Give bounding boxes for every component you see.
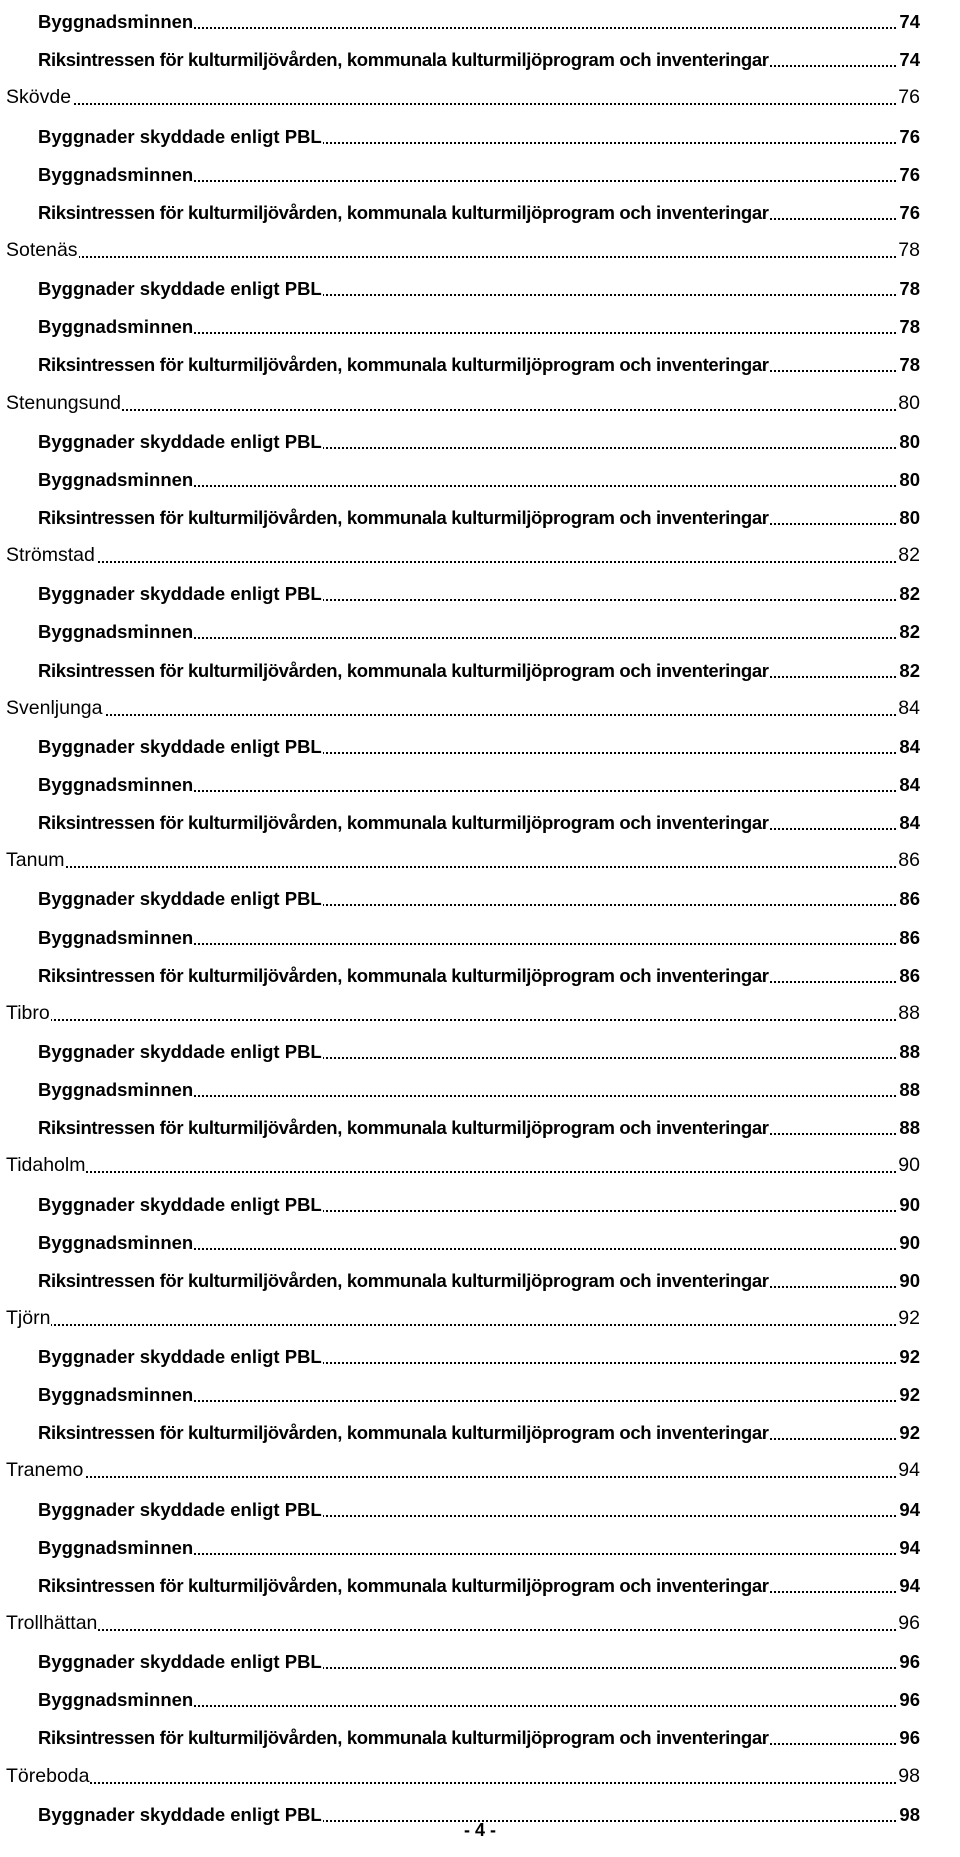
toc-entry-page[interactable]: 90 bbox=[899, 1269, 920, 1291]
toc-entry-page[interactable]: 88 bbox=[899, 1079, 920, 1101]
toc-entry-line bbox=[38, 343, 920, 381]
toc-entry-page[interactable]: 80 bbox=[899, 430, 920, 452]
toc-entry-title[interactable]: Tibro bbox=[6, 1001, 50, 1024]
toc-entry-page[interactable]: 90 bbox=[899, 1193, 920, 1215]
toc-entry-subsection[interactable] bbox=[0, 648, 960, 686]
toc-entry-subsection[interactable] bbox=[0, 305, 960, 343]
toc-entry-line bbox=[38, 954, 920, 992]
toc-entry-page[interactable]: 88 bbox=[899, 1040, 920, 1062]
toc-entry-page[interactable]: 80 bbox=[899, 468, 920, 490]
toc-entry-line bbox=[38, 1373, 920, 1411]
dot-leader bbox=[6, 1476, 920, 1478]
toc-entry-page[interactable]: 94 bbox=[899, 1536, 920, 1558]
toc-entry-municipality[interactable] bbox=[0, 839, 960, 877]
toc-entry-subsection[interactable] bbox=[0, 1373, 960, 1411]
toc-entry-title[interactable]: Tranemo bbox=[6, 1459, 84, 1482]
toc-entry-title[interactable]: Riksintressen för kulturmiljövården, kommunala kulturmiljöprogram och inventeringar bbox=[38, 812, 769, 834]
toc-entry-page[interactable]: 96 bbox=[899, 1689, 920, 1711]
toc-entry-line bbox=[38, 877, 920, 915]
toc-entry-line bbox=[38, 1411, 920, 1449]
toc-entry-subsection[interactable] bbox=[0, 343, 960, 381]
toc-entry-page[interactable]: 88 bbox=[899, 1117, 920, 1139]
toc-entry-subsection[interactable] bbox=[0, 153, 960, 191]
toc-entry-line bbox=[38, 114, 920, 152]
toc-entry-title[interactable]: Riksintressen för kulturmiljövården, kommunala kulturmiljöprogram och inventeringar bbox=[38, 1422, 769, 1444]
toc-entry-municipality[interactable] bbox=[0, 534, 960, 572]
dot-leader bbox=[6, 256, 920, 258]
toc-entry-page[interactable]: 92 bbox=[899, 1346, 920, 1368]
toc-entry-title[interactable]: Riksintressen för kulturmiljövården, kommunala kulturmiljöprogram och inventeringar bbox=[38, 1117, 769, 1139]
toc-entry-page[interactable]: 84 bbox=[899, 735, 920, 757]
toc-entry-subsection[interactable] bbox=[0, 267, 960, 305]
toc-entry-title[interactable]: Skövde bbox=[6, 86, 72, 109]
toc-entry-line bbox=[38, 1221, 920, 1259]
toc-entry-subsection[interactable] bbox=[0, 954, 960, 992]
toc-entry-title[interactable]: Riksintressen för kulturmiljövården, kommunala kulturmiljöprogram och inventeringar bbox=[38, 1269, 769, 1291]
toc-entry-municipality[interactable] bbox=[0, 1602, 960, 1640]
toc-entry-line bbox=[38, 1487, 920, 1525]
toc-entry-line bbox=[6, 229, 920, 267]
toc-entry-page[interactable]: 86 bbox=[898, 849, 920, 872]
toc-entry-page[interactable]: 90 bbox=[898, 1154, 920, 1177]
toc-entry-title[interactable]: Trollhättan bbox=[6, 1612, 98, 1635]
toc-entry-line bbox=[6, 1602, 920, 1640]
toc-entry-subsection[interactable] bbox=[0, 114, 960, 152]
toc-entry-subsection[interactable] bbox=[0, 496, 960, 534]
toc-entry-line bbox=[38, 572, 920, 610]
toc-entry-page[interactable]: 92 bbox=[899, 1422, 920, 1444]
toc-entry-page[interactable]: 96 bbox=[898, 1612, 920, 1635]
toc-entry-page[interactable]: 98 bbox=[899, 1803, 920, 1825]
toc-entry-title[interactable]: Tidaholm bbox=[6, 1154, 86, 1177]
toc-entry-title[interactable]: Byggnader skyddade enligt PBL bbox=[38, 1498, 322, 1520]
toc-entry-page[interactable]: 76 bbox=[899, 163, 920, 185]
toc-entry-subsection[interactable] bbox=[0, 1259, 960, 1297]
toc-entry-title[interactable]: Byggnadsminnen bbox=[38, 1689, 194, 1711]
toc-entry-municipality[interactable] bbox=[0, 76, 960, 114]
toc-entry-title[interactable]: Byggnader skyddade enligt PBL bbox=[38, 430, 322, 452]
dot-leader bbox=[6, 1782, 920, 1784]
toc-entry-subsection[interactable] bbox=[0, 877, 960, 915]
toc-entry-title[interactable]: Byggnadsminnen bbox=[38, 1536, 194, 1558]
toc-entry-page[interactable]: 76 bbox=[899, 125, 920, 147]
toc-entry-line bbox=[38, 191, 920, 229]
toc-entry-line bbox=[38, 1526, 920, 1564]
toc-entry-subsection[interactable] bbox=[0, 1182, 960, 1220]
toc-entry-page[interactable]: 86 bbox=[899, 888, 920, 910]
toc-entry-title[interactable]: Byggnadsminnen bbox=[38, 1231, 194, 1253]
dot-leader bbox=[6, 866, 920, 868]
toc-entry-line bbox=[38, 915, 920, 953]
toc-entry-title[interactable]: Riksintressen för kulturmiljövården, kommunala kulturmiljöprogram och inventeringar bbox=[38, 964, 769, 986]
toc-entry-municipality[interactable] bbox=[0, 687, 960, 725]
toc-entry-subsection[interactable] bbox=[0, 458, 960, 496]
toc-entry-line bbox=[38, 305, 920, 343]
toc-entry-page[interactable]: 92 bbox=[898, 1306, 920, 1329]
toc-entry-line bbox=[38, 763, 920, 801]
toc-entry-line bbox=[6, 992, 920, 1030]
toc-entry-page[interactable]: 80 bbox=[898, 391, 920, 414]
toc-entry-page[interactable]: 78 bbox=[898, 238, 920, 261]
toc-entry-line bbox=[6, 1754, 920, 1792]
toc-entry-line bbox=[38, 1182, 920, 1220]
toc-entry-title[interactable]: Byggnadsminnen bbox=[38, 11, 194, 33]
toc-entry-subsection[interactable] bbox=[0, 191, 960, 229]
toc-entry-title[interactable]: Byggnadsminnen bbox=[38, 621, 194, 643]
toc-entry-title[interactable]: Byggnadsminnen bbox=[38, 773, 194, 795]
toc-entry-line bbox=[38, 1030, 920, 1068]
toc-entry-line bbox=[38, 1259, 920, 1297]
toc-entry-page[interactable]: 82 bbox=[899, 659, 920, 681]
dot-leader bbox=[6, 561, 920, 563]
toc-entry-line bbox=[6, 76, 920, 114]
toc-entry-line bbox=[6, 1144, 920, 1182]
toc-entry-page[interactable]: 80 bbox=[899, 506, 920, 528]
toc-entry-subsection[interactable] bbox=[0, 1487, 960, 1525]
toc-entry-page[interactable]: 78 bbox=[899, 354, 920, 376]
toc-entry-page[interactable]: 88 bbox=[898, 1001, 920, 1024]
toc-entry-page[interactable]: 84 bbox=[899, 773, 920, 795]
dot-leader bbox=[6, 1171, 920, 1173]
toc-entry-title[interactable]: Byggnader skyddade enligt PBL bbox=[38, 1193, 322, 1215]
toc-entry-line bbox=[38, 420, 920, 458]
toc-entry-page[interactable]: 76 bbox=[898, 86, 920, 109]
toc-entry-municipality[interactable] bbox=[0, 992, 960, 1030]
toc-entry-page[interactable]: 94 bbox=[899, 1498, 920, 1520]
toc-entry-page[interactable]: 82 bbox=[898, 544, 920, 567]
toc-entry-page[interactable]: 84 bbox=[898, 696, 920, 719]
dot-leader bbox=[6, 1019, 920, 1021]
toc-entry-subsection[interactable] bbox=[0, 38, 960, 76]
toc-entry-title[interactable]: Byggnader skyddade enligt PBL bbox=[38, 1040, 322, 1062]
toc-entry-line bbox=[38, 1106, 920, 1144]
toc-entry-title[interactable]: Byggnader skyddade enligt PBL bbox=[38, 888, 322, 910]
toc-entry-subsection[interactable] bbox=[0, 1716, 960, 1754]
dot-leader bbox=[6, 409, 920, 411]
toc-entry-page[interactable]: 84 bbox=[899, 812, 920, 834]
toc-entry-line bbox=[38, 1564, 920, 1602]
toc-entry-title[interactable]: Byggnadsminnen bbox=[38, 316, 194, 338]
toc-entry-subsection[interactable] bbox=[0, 0, 960, 38]
toc-entry-subsection[interactable] bbox=[0, 572, 960, 610]
toc-entry-municipality[interactable] bbox=[0, 1297, 960, 1335]
toc-entry-subsection[interactable] bbox=[0, 1411, 960, 1449]
toc-entry-line bbox=[6, 381, 920, 419]
toc-entry-municipality[interactable] bbox=[0, 229, 960, 267]
toc-entry-subsection[interactable] bbox=[0, 1526, 960, 1564]
toc-entry-title[interactable]: Byggnadsminnen bbox=[38, 1079, 194, 1101]
toc-entry-page[interactable]: 92 bbox=[899, 1384, 920, 1406]
toc-entry-title[interactable]: Riksintressen för kulturmiljövården, kommunala kulturmiljöprogram och inventeringar bbox=[38, 201, 769, 223]
toc-entry-municipality[interactable] bbox=[0, 381, 960, 419]
toc-entry-subsection[interactable] bbox=[0, 1335, 960, 1373]
toc-entry-subsection[interactable] bbox=[0, 763, 960, 801]
dot-leader bbox=[6, 103, 920, 105]
toc-entry-title[interactable]: Sotenäs bbox=[6, 238, 78, 261]
toc-entry-title[interactable]: Byggnader skyddade enligt PBL bbox=[38, 125, 322, 147]
toc-entry-title[interactable]: Strömstad bbox=[6, 544, 95, 567]
toc-entry-line bbox=[38, 610, 920, 648]
toc-entry-municipality[interactable] bbox=[0, 1144, 960, 1182]
toc-entry-page[interactable]: 78 bbox=[899, 278, 920, 300]
toc-entry-title[interactable]: Svenljunga bbox=[6, 696, 103, 719]
toc-entry-title[interactable]: Riksintressen för kulturmiljövården, kommunala kulturmiljöprogram och inventeringar bbox=[38, 49, 769, 71]
toc-entry-page[interactable]: 74 bbox=[899, 11, 920, 33]
toc-entry-subsection[interactable] bbox=[0, 1221, 960, 1259]
toc-entry-title[interactable]: Byggnader skyddade enligt PBL bbox=[38, 1346, 322, 1368]
toc-entry-page[interactable]: 76 bbox=[899, 201, 920, 223]
toc-entry-line bbox=[38, 1640, 920, 1678]
toc-entry-title[interactable]: Byggnader skyddade enligt PBL bbox=[38, 735, 322, 757]
toc-entry-line bbox=[38, 648, 920, 686]
toc-entry-line bbox=[38, 38, 920, 76]
toc-entry-title[interactable]: Byggnadsminnen bbox=[38, 163, 194, 185]
toc-entry-line bbox=[38, 496, 920, 534]
toc-entry-line bbox=[38, 801, 920, 839]
toc-entry-page[interactable]: 90 bbox=[899, 1231, 920, 1253]
toc-entry-line bbox=[6, 839, 920, 877]
toc-entry-subsection[interactable] bbox=[0, 725, 960, 763]
toc-entry-line bbox=[6, 1449, 920, 1487]
toc-entry-line bbox=[38, 1678, 920, 1716]
dot-leader bbox=[6, 714, 920, 716]
toc-entry-page[interactable]: 82 bbox=[899, 621, 920, 643]
toc-entry-subsection[interactable] bbox=[0, 1030, 960, 1068]
dot-leader bbox=[6, 1629, 920, 1631]
toc-entry-page[interactable]: 96 bbox=[899, 1727, 920, 1749]
toc-entry-title[interactable]: Riksintressen för kulturmiljövården, kommunala kulturmiljöprogram och inventeringar bbox=[38, 1574, 769, 1596]
toc-entry-title[interactable]: Töreboda bbox=[6, 1764, 90, 1787]
toc-entry-municipality[interactable] bbox=[0, 1754, 960, 1792]
toc-entry-title[interactable]: Byggnadsminnen bbox=[38, 1384, 194, 1406]
toc-entry-line bbox=[38, 153, 920, 191]
toc-entry-subsection[interactable] bbox=[0, 801, 960, 839]
toc-entry-title[interactable]: Tanum bbox=[6, 849, 65, 872]
toc-entry-line bbox=[38, 458, 920, 496]
toc-entry-subsection[interactable] bbox=[0, 915, 960, 953]
toc-entry-subsection[interactable] bbox=[0, 1106, 960, 1144]
toc-entry-subsection[interactable] bbox=[0, 1640, 960, 1678]
toc-entry-title[interactable]: Riksintressen för kulturmiljövården, kommunala kulturmiljöprogram och inventeringar bbox=[38, 1727, 769, 1749]
toc-entry-title[interactable]: Byggnader skyddade enligt PBL bbox=[38, 583, 322, 605]
toc-entry-subsection[interactable] bbox=[0, 1564, 960, 1602]
toc-entry-page[interactable]: 74 bbox=[899, 49, 920, 71]
toc-entry-title[interactable]: Byggnadsminnen bbox=[38, 926, 194, 948]
toc-entry-title[interactable]: Riksintressen för kulturmiljövården, kommunala kulturmiljöprogram och inventeringar bbox=[38, 354, 769, 376]
toc-entry-municipality[interactable] bbox=[0, 1449, 960, 1487]
dot-leader bbox=[6, 1324, 920, 1326]
page-number: - 4 - bbox=[463, 1820, 496, 1840]
toc-entry-title[interactable]: Riksintressen för kulturmiljövården, kommunala kulturmiljöprogram och inventeringar bbox=[38, 659, 769, 681]
toc-entry-title[interactable]: Tjörn bbox=[6, 1306, 51, 1329]
toc-entry-page[interactable]: 96 bbox=[899, 1651, 920, 1673]
toc-entry-page[interactable]: 86 bbox=[899, 964, 920, 986]
toc-entry-line bbox=[38, 1335, 920, 1373]
toc-entry-page[interactable]: 98 bbox=[898, 1764, 920, 1787]
toc-entry-title[interactable]: Byggnader skyddade enligt PBL bbox=[38, 278, 322, 300]
toc-entry-page[interactable]: 94 bbox=[898, 1459, 920, 1482]
toc-entry-title[interactable]: Byggnadsminnen bbox=[38, 468, 194, 490]
toc-entry-page[interactable]: 82 bbox=[899, 583, 920, 605]
toc-entry-subsection[interactable] bbox=[0, 1678, 960, 1716]
toc-entry-line bbox=[38, 725, 920, 763]
toc-entry-line bbox=[38, 1068, 920, 1106]
toc-entry-title[interactable]: Byggnader skyddade enligt PBL bbox=[38, 1651, 322, 1673]
toc-entry-title[interactable]: Riksintressen för kulturmiljövården, kommunala kulturmiljöprogram och inventeringar bbox=[38, 506, 769, 528]
toc-entry-subsection[interactable] bbox=[0, 420, 960, 458]
toc-entry-line bbox=[6, 687, 920, 725]
toc-entry-title[interactable]: Stenungsund bbox=[6, 391, 121, 414]
toc-entry-line bbox=[6, 1297, 920, 1335]
toc-entry-line bbox=[38, 0, 920, 38]
toc-entry-subsection[interactable] bbox=[0, 1068, 960, 1106]
toc-entry-line bbox=[38, 1716, 920, 1754]
toc-entry-title[interactable]: Byggnader skyddade enligt PBL bbox=[38, 1803, 322, 1825]
toc-entry-page[interactable]: 78 bbox=[899, 316, 920, 338]
toc-entry-page[interactable]: 86 bbox=[899, 926, 920, 948]
toc-entry-line bbox=[38, 267, 920, 305]
toc-entry-line bbox=[6, 534, 920, 572]
toc-entry-subsection[interactable] bbox=[0, 610, 960, 648]
toc-entry-page[interactable]: 94 bbox=[899, 1574, 920, 1596]
